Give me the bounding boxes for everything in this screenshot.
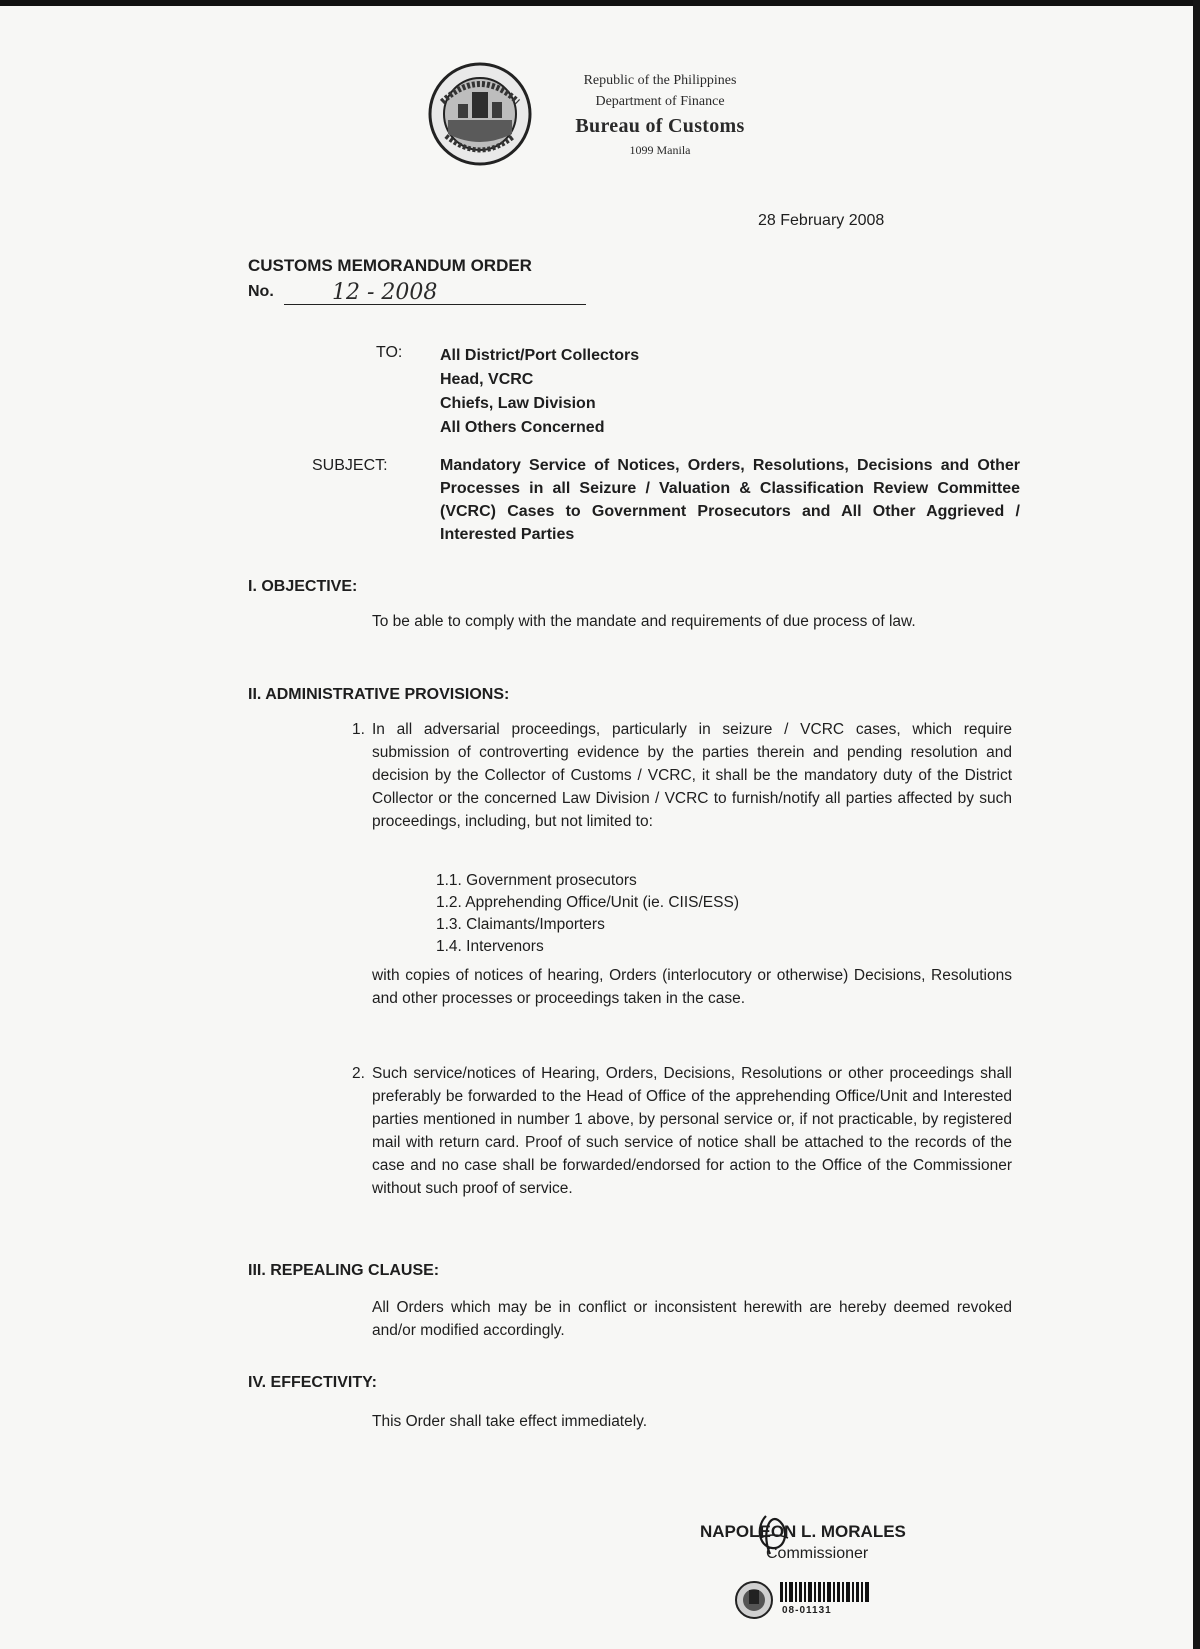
- barcode-icon: [780, 1582, 870, 1602]
- list-item: 1.2. Apprehending Office/Unit (ie. CIIS/ESS): [436, 894, 739, 911]
- recipient-item: Head, VCRC: [440, 371, 534, 388]
- recipient-item: Chiefs, Law Division: [440, 395, 596, 412]
- subject-text: Mandatory Service of Notices, Orders, Resolutions, Decisions and Other Processes in all Seizure / Valuation & Classification Review Committee (VCRC) Cases to Government Prosecutors and All Other Aggrieved / Interested Parties: [440, 457, 1020, 543]
- section-objective-text: To be able to comply with the mandate and requirements of due process of law.: [372, 613, 916, 630]
- admin-subitem-list: [436, 870, 739, 958]
- document-date: 28 February 2008: [758, 212, 885, 229]
- stamp-number: 08-01131: [782, 1605, 832, 1616]
- letterhead: [530, 70, 790, 160]
- section-admin-heading: II. ADMINISTRATIVE PROVISIONS:: [248, 686, 510, 703]
- letterhead-department: Department of Finance: [595, 94, 725, 109]
- signatory-title: Commissioner: [766, 1545, 869, 1562]
- letterhead-republic: Republic of the Philippines: [583, 73, 737, 88]
- admin-item1-number: 1.: [352, 721, 365, 738]
- bureau-seal-icon: [428, 62, 532, 166]
- recipient-item: All Others Concerned: [440, 419, 605, 436]
- recipient-list: [440, 344, 639, 440]
- signatory-name: NAPOLEON L. MORALES: [700, 1522, 906, 1541]
- admin-item1-tail: with copies of notices of hearing, Orders (interlocutory or otherwise) Decisions, Resolutions and other processes or proceedings taken in the case.: [372, 967, 1012, 1007]
- memo-title: CUSTOMS MEMORANDUM ORDER: [248, 256, 532, 275]
- letterhead-city: 1099 Manila: [629, 143, 691, 157]
- stamp-seal-icon: [734, 1580, 774, 1620]
- list-item: 1.3. Claimants/Importers: [436, 916, 605, 933]
- scan-top-edge: [0, 0, 1200, 6]
- subject-label: SUBJECT:: [312, 457, 388, 474]
- admin-item1-text: In all adversarial proceedings, particularly in seizure / VCRC cases, which require submission of controverting evidence by the parties therein and pending resolution and decision by the Collector of Customs / VCRC, it shall be the mandatory duty of the District Collector or the concerned Law Division / VCRC to furnish/notify all parties affected by such proceedings, including, but not limited to:: [372, 721, 1012, 830]
- admin-item2-text: Such service/notices of Hearing, Orders, Decisions, Resolutions or other proceedings shall preferably be forwarded to the Head of Office of the apprehending Office/Unit and Interested parties mentioned in number 1 above, by personal service or, if not practicable, by registered mail with return card. Proof of such service of notice shall be attached to the records of the case and no case shall be forwarded/endorsed for action to the Office of the Commissioner without such proof of service.: [372, 1065, 1012, 1197]
- admin-item2-number: 2.: [352, 1065, 365, 1082]
- to-label: TO:: [376, 344, 403, 361]
- section-repeal-text: All Orders which may be in conflict or inconsistent herewith are hereby deemed revoked and/or modified accordingly.: [372, 1299, 1012, 1339]
- recipient-item: All District/Port Collectors: [440, 347, 640, 364]
- memo-number-handwritten: 12 - 2008: [332, 280, 438, 305]
- memo-number-label: No.: [248, 283, 274, 300]
- list-item: 1.1. Government prosecutors: [436, 872, 637, 889]
- section-repeal-heading: III. REPEALING CLAUSE:: [248, 1262, 440, 1279]
- letterhead-bureau: Bureau of Customs: [575, 115, 745, 137]
- scan-right-edge: [1193, 0, 1200, 1649]
- list-item: 1.4. Intervenors: [436, 938, 544, 955]
- section-effectivity-heading: IV. EFFECTIVITY:: [248, 1374, 377, 1391]
- section-objective-heading: I. OBJECTIVE:: [248, 578, 358, 595]
- section-effectivity-text: This Order shall take effect immediately.: [372, 1413, 648, 1430]
